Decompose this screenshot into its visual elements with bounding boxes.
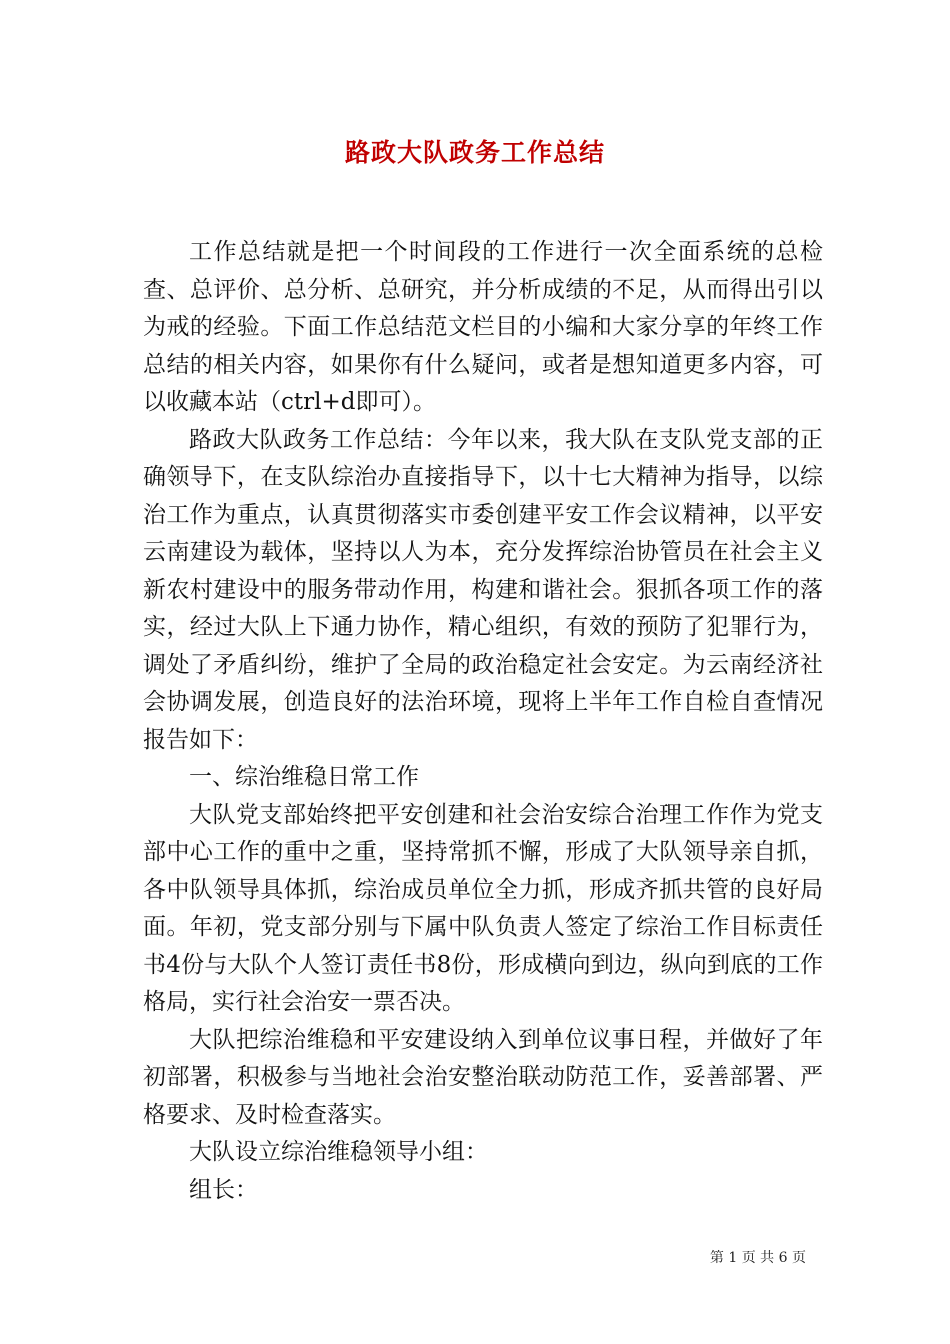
paragraph-group-leader: 组长： <box>189 1176 258 1203</box>
paragraph-summary: 路政大队政务工作总结：今年以来，我大队在支队党支部的正确领导下，在支队综治办直接指导下，以十七大精神为指导，以综治工作为重点，认真贯彻落实市委创建平安工作会议精神，以平安云南建设为载体，坚持以人为本，充分发挥综治协管员在社会主义新农村建设中的服务带动作用，构建和谐社会。狠抓各项工作的落实，经过大队上下通力协作，精心组织，有效的预防了犯罪行为，调处了矛盾纠纷，维护了全局的政治稳定社会安定。为云南经济社会协调发展，创造良好的法治环境，现将上半年工作自检自查情况报告如下： <box>143 426 823 753</box>
section-heading: 一、综治维稳日常工作 <box>189 764 419 790</box>
paragraph-party-branch: 大队党支部始终把平安创建和社会治安综合治理工作作为党支部中心工作的重中之重，坚持常抓不懈，形成了大队领导亲自抓，各中队领导具体抓，综治成员单位全力抓，形成齐抓共管的良好局面。年初，党支部分别与下属中队负责人签定了综治工作目标责任书4份与大队个人签订责任书8份，形成横向到边，纵向到底的工作格局，实行社会治安一票否决。 <box>143 801 823 1015</box>
paragraph-leading-group: 大队设立综治维稳领导小组： <box>189 1139 488 1165</box>
paragraph-agenda: 大队把综治维稳和平安建设纳入到单位议事日程，并做好了年初部署，积极参与当地社会治安整治联动防范工作，妥善部署、严格要求、及时检查落实。 <box>143 1026 823 1128</box>
page-number: 第 1 页 共 6 页 <box>709 1250 806 1266</box>
document-title: 路政大队政务工作总结 <box>344 138 605 167</box>
document-body <box>143 234 823 1209</box>
paragraph-intro: 工作总结就是把一个时间段的工作进行一次全面系统的总检查、总评价、总分析、总研究，并分析成绩的不足，从而得出引以为戒的经验。下面工作总结范文栏目的小编和大家分享的年终工作总结的相关内容，如果你有什么疑问，或者是想知道更多内容，可以收藏本站（ctrl+d即可）。 <box>143 239 823 415</box>
